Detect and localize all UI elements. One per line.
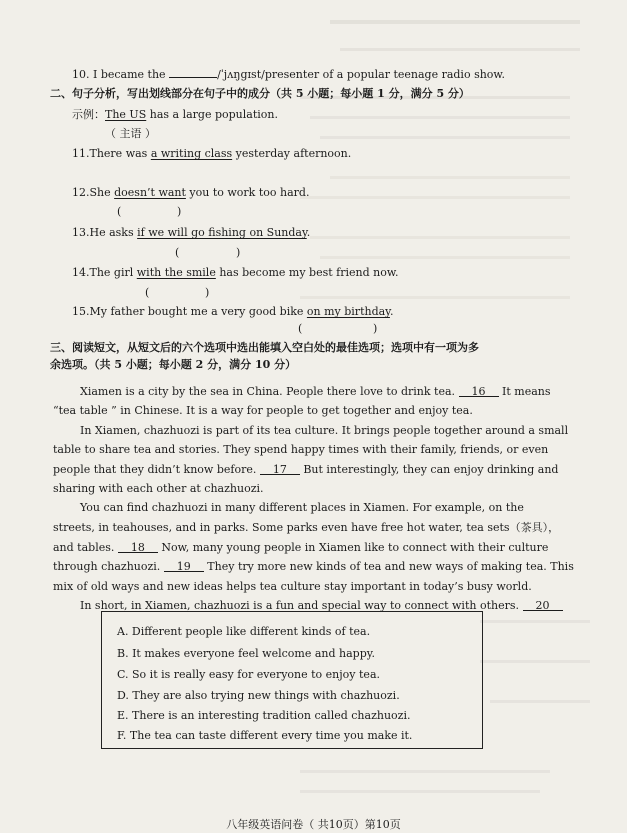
answer-blank[interactable] xyxy=(169,66,217,78)
answer-paren-open: ( xyxy=(117,205,122,218)
section-2-heading: 二、句子分析，写出划线部分在句子中的成分（共 5 小题；每小题 1 分，满分 5 分） xyxy=(50,87,470,100)
q10-phonetic: /ˈjʌŋgɪst/ xyxy=(217,68,265,81)
answer-paren-close: ) xyxy=(177,205,182,218)
underlined-part: doesn’t want xyxy=(114,186,186,199)
option-b: B. It makes everyone feel welcome and happy. xyxy=(117,647,375,660)
passage-line: sharing with each other at chazhuozi. xyxy=(53,482,264,495)
underlined-part: with the smile xyxy=(136,266,216,279)
passage-line: You can find chazhuozi in many different places in Xiamen. For example, on the xyxy=(80,501,524,514)
question-13: 13.He asks if we will go fishing on Sunday. xyxy=(72,226,311,239)
option-f: F. The tea can taste different every time you make it. xyxy=(117,729,413,742)
passage-blank-20[interactable]: 20 xyxy=(523,599,563,611)
option-d: D. They are also trying new things with chazhuozi. xyxy=(117,689,400,702)
section-3-heading-line1: 三、阅读短文，从短文后的六个选项中选出能填入空白处的最佳选项；选项中有一项为多 xyxy=(50,341,479,354)
passage-line: and tables. 18 Now, many young people in Xiamen like to connect with their culture xyxy=(53,541,549,554)
q10-text-pre: 10. I became the xyxy=(72,68,166,81)
question-10 xyxy=(72,66,505,82)
answer-paren-close: ) xyxy=(205,286,210,299)
passage-blank-19[interactable]: 19 xyxy=(164,560,204,572)
passage-line: streets, in teahouses, and in parks. Some parks even have free hot water, tea sets（茶具）， xyxy=(53,521,560,534)
underlined-part: if we will go fishing on Sunday xyxy=(137,226,307,239)
question-14: 14.The girl with the smile has become my best friend now. xyxy=(72,266,399,279)
passage-line: table to share tea and stories. They spend happy times with their family, friends, or even xyxy=(53,443,549,456)
example-rest: has a large population. xyxy=(146,108,278,121)
q10-text-post: presenter of a popular teenage radio show. xyxy=(264,68,506,81)
example-sentence xyxy=(72,108,278,122)
passage-line: “tea table ” in Chinese. It is a way for people to get together and enjoy tea. xyxy=(53,404,473,417)
underlined-part: a writing class xyxy=(150,147,233,160)
question-15: 15.My father bought me a very good bike on my birthday. xyxy=(72,305,394,318)
passage-blank-18[interactable]: 18 xyxy=(118,541,158,553)
passage-line: Xiamen is a city by the sea in China. People there love to drink tea. 16 It means xyxy=(80,385,551,398)
question-11: 11.There was a writing class yesterday afternoon. xyxy=(72,147,352,160)
example-label: 示例： xyxy=(72,108,105,121)
question-12: 12.She doesn’t want you to work too hard. xyxy=(72,186,310,199)
passage-blank-17[interactable]: 17 xyxy=(260,463,300,475)
option-a: A. Different people like different kinds of tea. xyxy=(117,625,371,638)
passage-line: mix of old ways and new ideas helps tea culture stay important in today’s busy world. xyxy=(53,580,532,593)
underlined-part: on my birthday xyxy=(306,305,390,318)
option-c: C. So it is really easy for everyone to enjoy tea. xyxy=(117,668,380,681)
answer-paren-open: ( xyxy=(145,286,150,299)
answer-paren-open: ( xyxy=(175,246,180,259)
passage-blank-16[interactable]: 16 xyxy=(459,385,499,397)
answer-paren-close: ) xyxy=(236,246,241,259)
section-3-heading-line2: 余选项。（共 5 小题；每小题 2 分，满分 10 分） xyxy=(50,358,297,371)
passage-line: through chazhuozi. 19 They try more new kinds of tea and new ways of making tea. This xyxy=(53,560,574,573)
page-footer: 八年级英语问卷（ 共10页）第10页 xyxy=(226,818,401,831)
passage-line: In short, in Xiamen, chazhuozi is a fun and special way to connect with others. 20 xyxy=(80,599,563,613)
example-answer: （ 主语 ） xyxy=(105,127,156,140)
option-e: E. There is an interesting tradition called chazhuozi. xyxy=(117,709,411,722)
example-subject: The US xyxy=(105,108,147,121)
passage-line: In Xiamen, chazhuozi is part of its tea culture. It brings people together around a small xyxy=(80,424,569,437)
answer-paren-close: ) xyxy=(373,322,378,335)
passage-line: people that they didn’t know before. 17 But interestingly, they can enjoy drinking and xyxy=(53,463,559,476)
answer-paren-open: ( xyxy=(298,322,303,335)
